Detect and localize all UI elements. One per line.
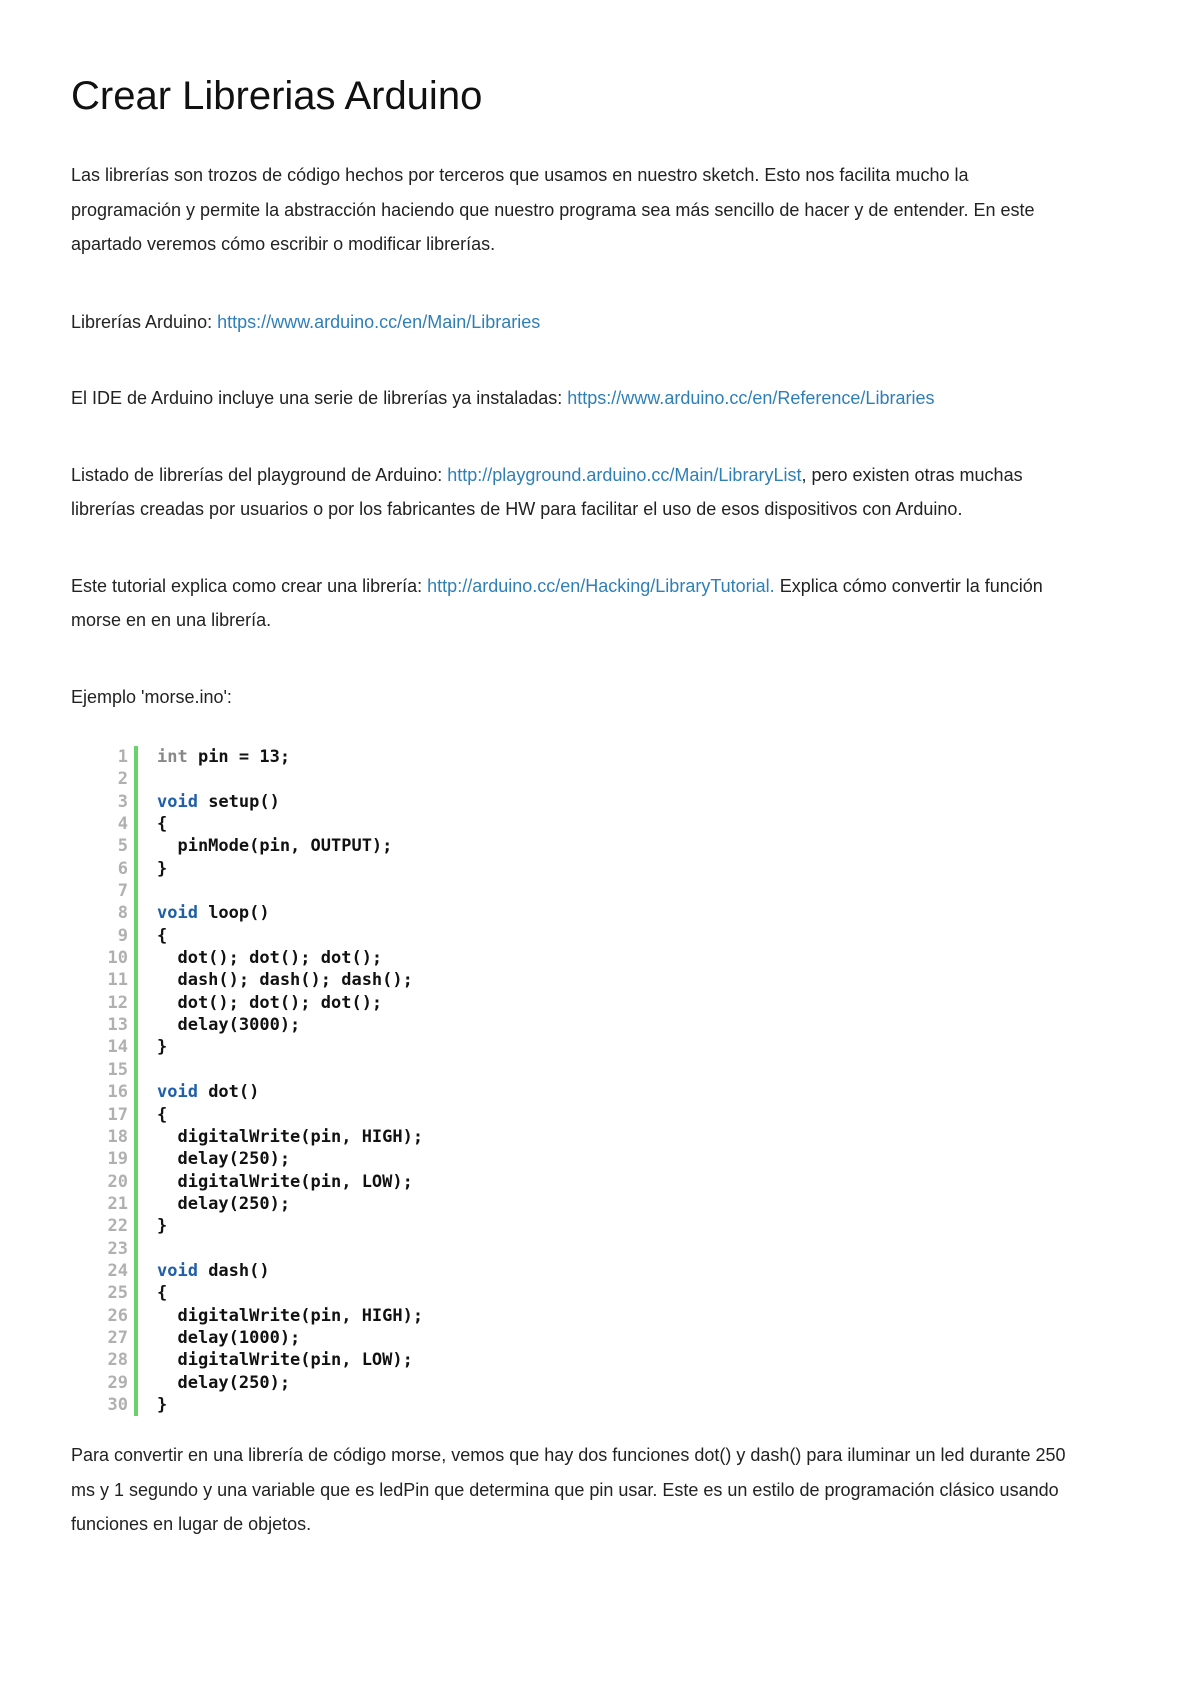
line-number: 9 <box>117 925 128 946</box>
code-text: } <box>157 1037 168 1058</box>
code-lines <box>138 746 423 1416</box>
line-number: 30 <box>107 1394 128 1415</box>
code-text: digitalWrite(pin, HIGH); <box>157 1126 424 1147</box>
code-text: { <box>157 1283 168 1304</box>
libraries-link[interactable]: https://www.arduino.cc/en/Main/Libraries <box>217 311 541 332</box>
line-number: 17 <box>107 1104 128 1125</box>
code-text: delay(250); <box>157 1193 291 1214</box>
tutorial-suffix: Explica cómo convertir la función morse en en una librería. <box>71 575 1043 630</box>
code-block <box>91 746 1070 1416</box>
page-title: Crear Librerias Arduino <box>71 74 483 118</box>
code-text: setup() <box>197 791 280 812</box>
line-number: 4 <box>117 814 128 835</box>
code-keyword: void <box>157 1082 198 1103</box>
line-number: 7 <box>117 881 128 902</box>
ide-label: El IDE de Arduino incluye una serie de librerías ya instaladas: <box>71 388 568 408</box>
code-text: digitalWrite(pin, HIGH); <box>157 1305 424 1326</box>
playground-suffix: , pero existen otras muchas librerías creadas por usuarios o por los fabricantes de HW para facilitar el uso de esos dispositivos con Arduino. <box>71 464 1023 519</box>
code-text: dash() <box>197 1260 270 1281</box>
code-keyword: void <box>157 791 198 812</box>
code-line <box>157 1059 423 1081</box>
code-text: dash(); dash(); dash(); <box>157 970 413 991</box>
code-line <box>157 1349 423 1371</box>
line-number-gutter <box>91 746 138 1416</box>
line-number: 2 <box>117 769 128 790</box>
code-line <box>157 1171 423 1193</box>
code-text: dot() <box>197 1082 260 1103</box>
code-line <box>157 791 423 813</box>
code-line <box>157 813 423 835</box>
libraries-paragraph <box>71 305 1070 340</box>
line-number: 24 <box>107 1260 128 1281</box>
code-keyword: int <box>157 747 188 767</box>
line-number: 29 <box>107 1372 128 1393</box>
code-line <box>157 992 423 1014</box>
code-line <box>157 768 423 790</box>
intro-paragraph: Las librerías son trozos de código hechos por terceros que usamos en nuestro sketch. Esto nos facilita mucho la programación y permite la abstracción haciendo que nuestro programa sea más sencillo de hacer y de entender. En este apartado veremos cómo escribir o modificar librerías. <box>71 165 1035 254</box>
code-text: { <box>157 1104 168 1125</box>
libraries-label: Librerías Arduino: <box>71 311 218 332</box>
line-number: 23 <box>107 1238 128 1259</box>
code-text: delay(3000); <box>157 1015 301 1036</box>
code-text: } <box>157 1216 168 1237</box>
code-text: digitalWrite(pin, LOW); <box>157 1350 413 1371</box>
library-tutorial-link[interactable]: http://arduino.cc/en/Hacking/LibraryTutorial. <box>427 575 775 596</box>
code-text: delay(250); <box>157 1149 291 1170</box>
code-text: pinMode(pin, OUTPUT); <box>157 836 393 857</box>
line-number: 14 <box>107 1037 128 1058</box>
line-number: 1 <box>117 747 128 767</box>
code-text: loop() <box>197 903 270 924</box>
code-line <box>157 1327 423 1349</box>
line-number: 12 <box>107 992 128 1013</box>
code-line <box>157 1104 423 1126</box>
code-keyword: void <box>157 1260 198 1281</box>
code-line <box>157 880 423 902</box>
code-line <box>157 1148 423 1170</box>
line-number: 25 <box>107 1283 128 1304</box>
line-number: 11 <box>107 970 128 991</box>
code-line <box>157 902 423 924</box>
line-number: 26 <box>107 1305 128 1326</box>
code-line <box>157 1215 423 1237</box>
code-line <box>157 1238 423 1260</box>
tutorial-label: Este tutorial explica como crear una librería: <box>71 575 428 596</box>
line-number: 15 <box>107 1059 128 1080</box>
code-line <box>157 1126 423 1148</box>
line-number: 3 <box>117 791 128 812</box>
line-number: 18 <box>107 1126 128 1147</box>
code-line <box>157 835 423 857</box>
playground-library-list-link[interactable]: http://playground.arduino.cc/Main/LibraryList <box>447 464 802 485</box>
code-line <box>157 1394 423 1416</box>
code-text: dot(); dot(); dot(); <box>157 992 383 1013</box>
line-number: 28 <box>107 1350 128 1371</box>
code-text: pin = 13; <box>187 747 291 767</box>
line-number: 8 <box>117 903 128 924</box>
code-text: delay(250); <box>157 1372 291 1393</box>
code-line <box>157 1036 423 1058</box>
code-line <box>157 925 423 947</box>
code-line <box>157 1014 423 1036</box>
code-line <box>157 947 423 969</box>
code-text: } <box>157 858 168 879</box>
line-number: 16 <box>107 1082 128 1103</box>
line-number: 13 <box>107 1015 128 1036</box>
code-text: digitalWrite(pin, LOW); <box>157 1171 413 1192</box>
code-line <box>157 1305 423 1327</box>
line-number: 21 <box>107 1193 128 1214</box>
code-line <box>157 746 423 768</box>
reference-libraries-link[interactable]: https://www.arduino.cc/en/Reference/Libraries <box>567 388 935 408</box>
tutorial-paragraph <box>71 569 1070 638</box>
code-line <box>157 858 423 880</box>
code-text: dot(); dot(); dot(); <box>157 948 383 969</box>
line-number: 20 <box>107 1171 128 1192</box>
code-line <box>157 1193 423 1215</box>
code-keyword: void <box>157 903 198 924</box>
code-line <box>157 1372 423 1394</box>
line-number: 5 <box>117 836 128 857</box>
playground-paragraph <box>71 458 1070 527</box>
code-text: { <box>157 925 168 946</box>
code-text: delay(1000); <box>157 1327 301 1348</box>
code-line <box>157 1260 423 1282</box>
line-number: 6 <box>117 858 128 879</box>
line-number: 27 <box>107 1327 128 1348</box>
code-line <box>157 1081 423 1103</box>
ide-paragraph <box>71 381 1070 416</box>
line-number: 19 <box>107 1149 128 1170</box>
line-number: 22 <box>107 1216 128 1237</box>
playground-label: Listado de librerías del playground de Arduino: <box>71 464 448 485</box>
example-label: Ejemplo 'morse.ino': <box>71 686 232 707</box>
code-line <box>157 1282 423 1304</box>
code-text: { <box>157 814 168 835</box>
conclusion-paragraph: Para convertir en una librería de código morse, vemos que hay dos funciones dot() y dash() para iluminar un led durante 250 ms y 1 segundo y una variable que es ledPin que determina que pin usar. Este es un estilo de programación clásico usando funciones en lugar de objetos. <box>71 1445 1066 1535</box>
code-text: } <box>157 1394 168 1415</box>
code-line <box>157 969 423 991</box>
line-number: 10 <box>107 948 128 969</box>
